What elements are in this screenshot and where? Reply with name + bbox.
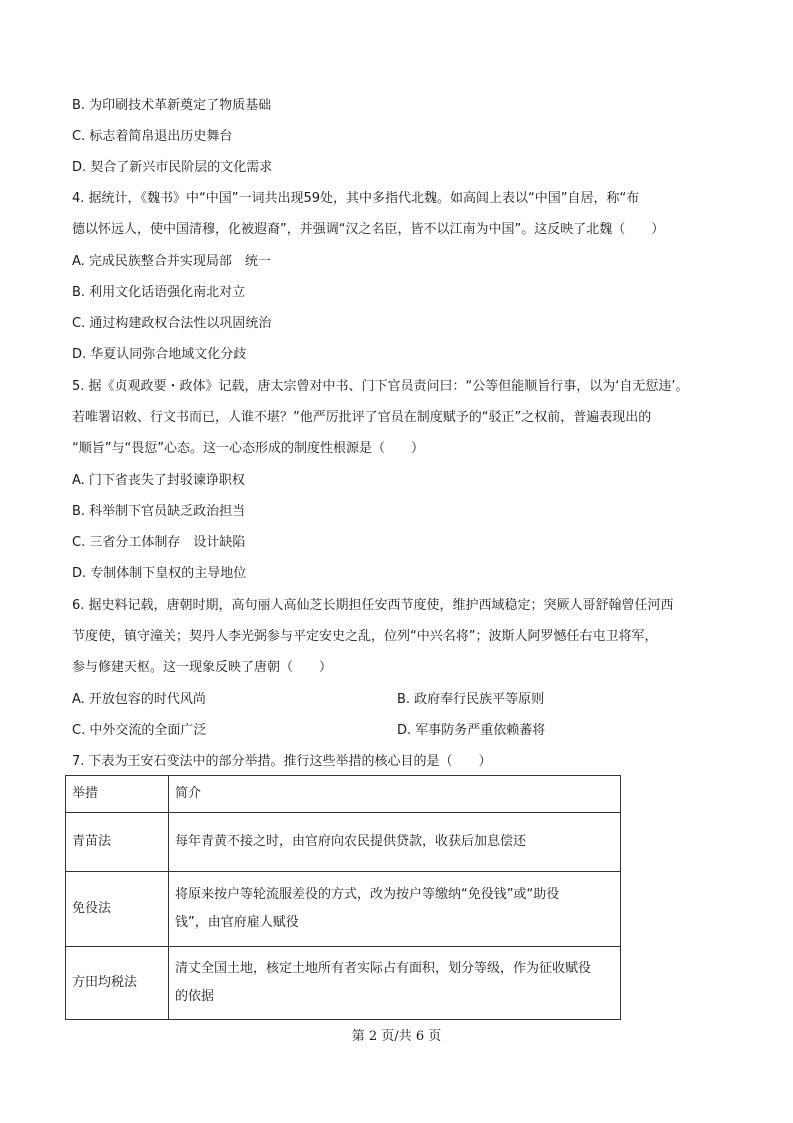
question-stem-line: 5. 据《贞观政要・政体》记载，唐太宗曾对中书、门下官员责问曰：“公等但能顺旨行事，以为‘自无愆违’。 [72,379,689,394]
measure-description [169,947,621,1020]
table-row [66,872,621,947]
question-stem-line: 6. 据史料记载，唐朝时期，高句丽人高仙芝长期担任安西节度使，维护西域稳定；突厥人哥舒翰曾任河西 [72,598,674,613]
measure-name: 青苗法 [66,813,169,872]
page-footer: 第 2 页/共 6 页 [351,1029,442,1044]
description-line: 将原来按户等轮流服差役的方式，改为按户等缴纳“免役钱”或“助役 [175,887,560,902]
measure-description [169,872,621,947]
table-row [66,813,621,872]
description-line: 的依据 [175,989,215,1004]
measure-name: 方田均税法 [66,947,169,1020]
description-line: 每年青黄不接之时，由官府向农民提供贷款，收获后加息偿还 [175,834,527,849]
question-stem-line: 参与修建天枢。这一现象反映了唐朝（ ） [72,660,333,675]
option-d: D. 契合了新兴市民阶层的文化需求 [72,160,273,175]
question-stem-line: 若唯署诏敕、行文书而已，人谁不堪？”他严厉批评了官员在制度赋予的“驳正”之权前，普遍表现出的 [72,410,652,425]
table-header-row [66,776,621,813]
question-stem-line: 7. 下表为王安石变法中的部分举措。推行这些举措的核心目的是（ ） [72,754,492,769]
option-a: A. 开放包容的时代风尚 [72,692,206,707]
question-stem-line: “顺旨”与“畏愆”心态。这一心态形成的制度性根源是（ ） [72,441,424,456]
option-b: B. 政府奉行民族平等原则 [397,692,545,707]
table-header-cell: 举措 [66,776,169,813]
option-d: D. 华夏认同弥合地域文化分歧 [72,347,247,362]
question-stem-line: 4. 据统计，《魏书》中“中国”一词共出现59处，其中多指代北魏。如高闾上表以“中国”自居，称“布 [72,191,640,206]
option-a: A. 完成民族整合并实现局部 统一 [72,254,271,269]
measure-name: 免役法 [66,872,169,947]
option-b: B. 科举制下官员缺乏政治担当 [72,504,246,519]
option-a: A. 门下省丧失了封驳谏诤职权 [72,473,245,488]
option-c: C. 三省分工体制存 设计缺陷 [72,535,246,550]
option-c: C. 标志着简帛退出历史舞台 [72,129,233,144]
option-b: B. 为印刷技术革新奠定了物质基础 [72,98,272,113]
option-c: C. 通过构建政权合法性以巩固统治 [72,316,272,331]
table-header-cell: 简介 [169,776,621,813]
description-line: 清丈全国土地，核定土地所有者实际占有面积，划分等级，作为征收赋役 [175,961,592,976]
option-d: D. 军事防务严重依赖蕃将 [397,723,546,738]
option-b: B. 利用文化话语强化南北对立 [72,285,246,300]
option-d: D. 专制体制下皇权的主导地位 [72,566,247,581]
description-line: 钱”，由官府雇人赋役 [175,915,299,930]
reform-measures-table [65,775,621,1020]
measure-description [169,813,621,872]
option-c: C. 中外交流的全面广泛 [72,723,207,738]
question-stem-line: 节度使，镇守潼关；契丹人李光弼参与平定安史之乱，位列“中兴名将”；波斯人阿罗憾任右屯卫将军， [72,629,658,644]
table-row [66,947,621,1020]
question-stem-line: 德以怀远人，使中国清穆，化被遐裔”，并强调“汉之名臣，皆不以江南为中国”。这反映了北魏（ ） [72,222,665,237]
